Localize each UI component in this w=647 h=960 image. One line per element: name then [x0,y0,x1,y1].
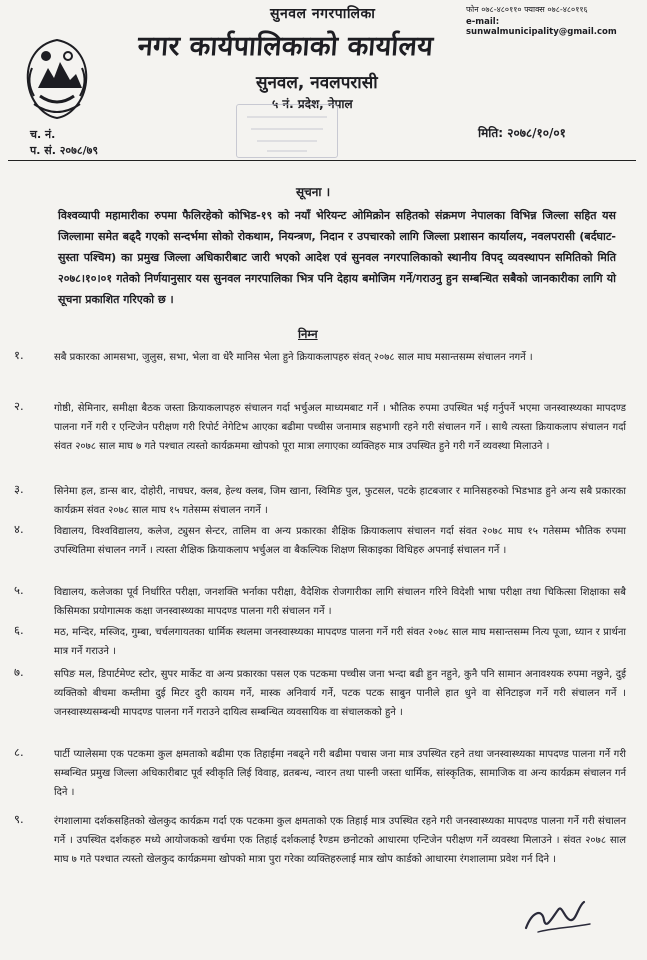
office-title: नगर कार्यपालिकाको कार्यालय [136,31,435,62]
list-heading: निम्न [298,327,318,341]
address-line-1: सुनवल, नवलपरासी [256,73,378,93]
item-number: ८. [14,745,24,759]
item-text: सपिङ मल, डिपार्टमेण्ट स्टोर, सुपर मार्केट वा अन्य प्रकारका पसल एक पटकमा पच्चीस जना भन्दा बढी हुन नहुने, कुनै पनि सामान अनावश्यक रुपमा नछुने, दुई व्यक्तिको बीचमा कम्तीमा दुई मिटर दुरी कायम गर्ने, मास्क अनिवार्य गर्ने, पटक पटक साबुन पानीले हात धुने वा सेनिटाइज गर्ने गरी संचालन गर्ने । जनस्वास्थ्यसम्बन्धी मापदण्ड पालना गर्ने गराउने दायित्व सम्बन्धित व्यवसायिक वा संचालकको हुने । [54,669,626,718]
item-text: विद्यालय, विश्वविद्यालय, कलेज, ट्युसन सेन्टर, तालिम वा अन्य प्रकारका शैक्षिक क्रियाकलाप संचालन गर्दा संवत २०७८ माघ १५ गतेसम्म भौतिक रुपमा उपस्थितिमा संचालन नगर्ने । त्यस्ता शैक्षिक क्रियाकलाप भर्चुअल वा बैकल्पिक शिक्षण सिकाइका विधिहरु अपनाई संचालन गर्ने । [54,526,626,556]
phone-fax: फोन ०७८-४८०११० फ्याक्स ०७८-४८०११६ [466,5,588,14]
item-text: सिनेमा हल, डान्स बार, दोहोरी, नाचघर, क्लब, हेल्थ क्लब, जिम खाना, स्विमिङ पुल, फुटसल, पटके हाटबजार र मानिसहरुको भिडभाड हुने अन्य सबै प्रकारका कार्यक्रम संवत २०७८ साल माघ १५ गतेसम्म संचालन नगर्ने । [54,486,626,516]
item-number: ४. [14,522,24,536]
item-text: रंगशालामा दर्शकसहितको खेलकुद कार्यक्रम गर्दा एक पटकमा कुल क्षमताको एक तिहाई मात्र उपस्थित रहने गरी जनस्वास्थ्यका मापदण्ड पालना गर्ने गरी संचालन गर्ने । उपस्थित दर्शकहरु मध्ये आयोजकको खर्चमा एक तिहाई दर्शकलाई रैण्डम छनोटको आधारमा एन्टिजेन परीक्षण गर्ने व्यवस्था मिलाउने । संवत २०७८ साल माघ ७ गते पश्चात त्यस्तो खेलकुद कार्यक्रममा खोपको मात्रा पुरा गरेका व्यक्तिहरुलाई मात्र खोप कार्डको आधारमा रंगशालामा प्रवेश गर्न दिने । [54,816,626,865]
item-text: सबै प्रकारका आमसभा, जुलुस, सभा, भेला वा धेरै मानिस भेला हुने क्रियाकलापहरु संवत् २०७८ साल माघ मसान्तसम्म संचालन नगर्ने । [54,352,533,363]
notice-date: मिति: २०७८/१०/०१ [478,126,566,140]
item-number: ७. [14,665,24,679]
item-number: ३. [14,482,24,496]
notice-intro: विश्वव्यापी महामारीका रुपमा फैलिरहेको कोभिड-१९ को नयाँ भेरियन्ट ओमिक्रोन सहितको संक्रमण नेपालका विभिन्न जिल्ला सहित यस जिल्लामा समेत बढ्दै गएको सन्दर्भमा सोको रोकथाम, नियन्त्रण, निदान र उपचारको लागि जिल्ला प्रशासन कार्यालय, नवलपरासी (बर्दघाट-सुस्ता पश्चिम) का प्रमुख जिल्ला अधिकारीबाट जारी भएको आदेश एवं सुनवल नगरपालिकाको स्थानीय विपद् व्यवस्थापन समितिको मिति २०७८।१०।०१ गतेको निर्णयानुसार यस सुनवल नगरपालिका भित्र पनि देहाय बमोजिम गर्ने/गराउनु हुन सम्बन्धित सबैको जानकारीका लागि यो सूचना प्रकाशित गरिएको छ । [58,209,616,306]
patra-sankhya: प. सं. २०७८/७९ [30,144,99,157]
office-email: e-mail: sunwalmunicipality@gmail.com [466,17,617,37]
item-text: गोष्ठी, सेमिनार, समीक्षा बैठक जस्ता क्रियाकलापहरु संचालन गर्दा भर्चुअल माध्यमबाट गर्ने । भौतिक रुपमा उपस्थित भई गर्नुपर्ने भएमा जनस्वास्थ्यका मापदण्ड पालना गर्ने गरी र एन्टिजेन परीक्षण गरी रिपोर्ट नेगेटिभ आएका बढीमा पच्चीस जनामात्र सहभागी रहने गरी संचालन गर्ने । साथै त्यस्ता क्रियाकलाप संचालन गर्दा संवत २०७८ साल माघ ७ गते पश्चात त्यस्तो कार्यक्रममा खोपको पूरा मात्रा लगाएका व्यक्तिहरु मात्र उपस्थित हुने गरी गर्ने व्यवस्था मिलाउने । [54,403,626,452]
item-number: २. [14,399,24,413]
item-number: ५. [14,583,24,597]
item-text: पार्टी प्यालेसमा एक पटकमा कुल क्षमताको बढीमा एक तिहाईमा नबढ्ने गरी बढीमा पचास जना मात्र उपस्थित रहने तथा जनस्वास्थ्यका मापदण्ड पालना गर्ने गरी सम्बन्धित प्रमुख जिल्ला अधिकारीबाट पूर्व स्वीकृति लिई विवाह, व्रतबन्ध, न्वारन तथा पास्नी जस्ता धार्मिक, सांस्कृतिक, सामाजिक वा अन्य कार्यक्रम संचालन गर्न दिने । [54,749,626,798]
item-number: ६. [14,623,24,637]
item-text: मठ, मन्दिर, मस्जिद, गुम्बा, चर्चलगायतका धार्मिक स्थलमा जनस्वास्थ्यका मापदण्ड पालना गर्ने गरी संवत २०७८ साल माघ मसान्तसम्म नित्य पूजा, ध्यान र प्रार्थना मात्र गर्ने गराउने । [54,627,626,657]
item-number: १. [14,348,24,362]
item-text: विद्यालय, कलेजका पूर्व निर्धारित परीक्षा, जनशक्ति भर्नाका परीक्षा, वैदेशिक रोजगारीका लागि संचालन गरिने विदेशी भाषा परीक्षा तथा चिकित्सा शिक्षाका सबै किसिमका प्रयोगात्मक कक्षा जनस्वास्थ्यका मापदण्ड पालना गरी संचालन गर्ने । [54,587,626,617]
address-line-2: ५ नं. प्रदेश, नेपाल [272,97,353,111]
municipality-name: सुनवल नगरपालिका [270,6,376,22]
signature-icon [518,898,598,938]
item-number: ९. [14,812,24,826]
notice-title: सूचना । [296,185,331,199]
chalani-number: च. नं. [30,128,56,141]
